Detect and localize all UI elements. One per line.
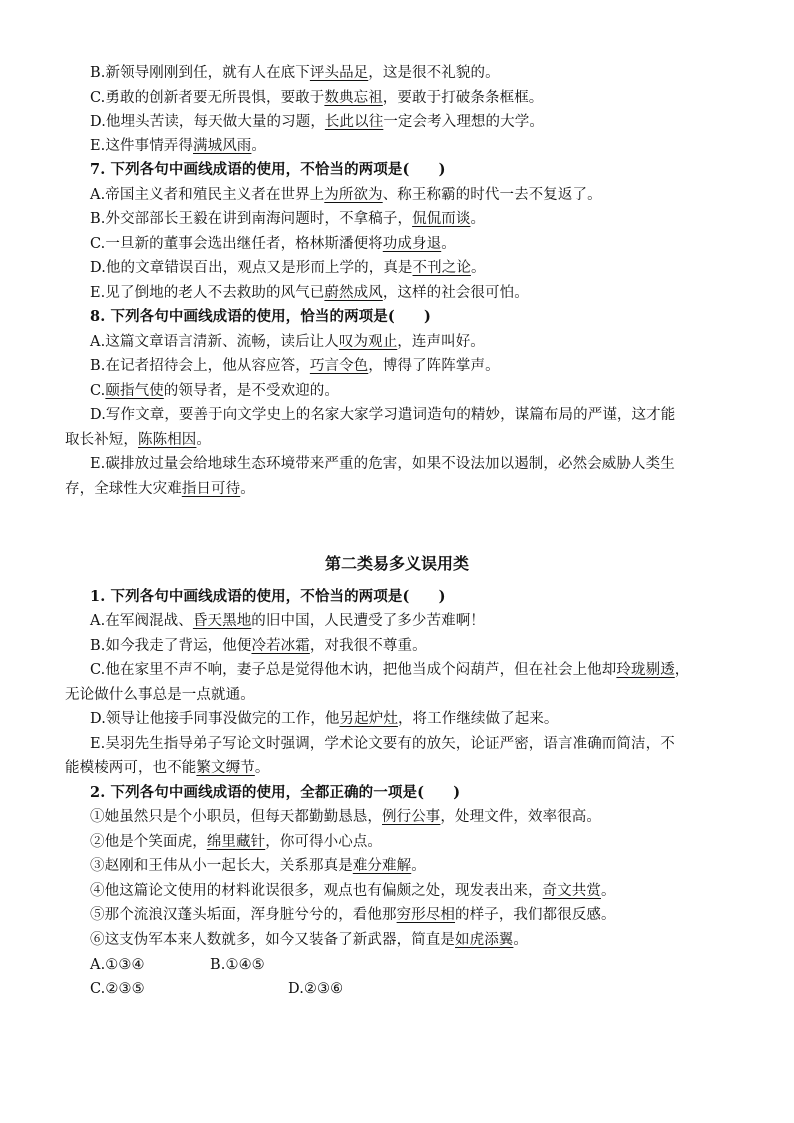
idiom-underline: 绵里藏针 bbox=[206, 834, 266, 850]
idiom-underline: 另起炉灶 bbox=[339, 711, 398, 727]
s2-q2-item-1: ①她虽然只是个小职员，但每天都勤勤恳恳，例行公事，处理文件，效率很高。 bbox=[90, 809, 602, 825]
idiom-underline: 玲珑剔透 bbox=[616, 662, 675, 678]
idiom-underline: 例行公事 bbox=[382, 809, 441, 825]
idiom-underline: 巧言令色 bbox=[309, 358, 369, 374]
idiom-underline: 数典忘祖 bbox=[324, 90, 383, 106]
s2-q2-choices-ab bbox=[90, 953, 740, 978]
s2-q1-option-c-line1: C.他在家里不声不响，妻子总是觉得他木讷，把他当成个闷葫芦，但在社会上他却玲珑剔透， bbox=[90, 662, 690, 678]
s2-q2-title: 2. 下列各句中画线成语的使用，全都正确的一项是( ) bbox=[90, 784, 461, 801]
s2-q1-title: 1. 下列各句中画线成语的使用，不恰当的两项是( ) bbox=[90, 588, 446, 605]
q7-option-c: C.一旦新的董事会选出继任者，格林斯潘便将功成身退。 bbox=[90, 236, 456, 252]
idiom-underline: 如虎添翼 bbox=[455, 932, 514, 948]
choice-c: C.②③⑤ bbox=[90, 981, 145, 997]
choice-b: B.①④⑤ bbox=[210, 957, 265, 973]
s2-q1-option-a: A.在军阀混战、昏天黑地的旧中国，人民遭受了多少苦难啊！ bbox=[90, 613, 485, 629]
q8-option-c: C.颐指气使的领导者，是不受欢迎的。 bbox=[90, 383, 339, 399]
s2-q1-option-e-line2: 能模棱两可，也不能繁文缛节。 bbox=[65, 760, 270, 776]
q8-option-e-line2: 存，全球性大灾难指日可待。 bbox=[65, 481, 255, 497]
s2-q2-item-6: ⑥这支伪军本来人数就多，如今又装备了新武器，简直是如虎添翼。 bbox=[90, 932, 529, 948]
idiom-underline: 评头品足 bbox=[309, 65, 369, 81]
s2-q2-item-4: ④他这篇论文使用的材料讹误很多，观点也有偏颇之处，现发表出来，奇文共赏。 bbox=[90, 883, 616, 899]
idiom-underline: 繁文缛节 bbox=[196, 760, 255, 776]
idiom-underline: 功成身退 bbox=[382, 236, 442, 252]
q6-option-c: C.勇敢的创新者要无所畏惧，要敢于数典忘祖，要敢于打破条条框框。 bbox=[90, 90, 544, 106]
idiom-underline: 长此以往 bbox=[324, 114, 384, 130]
idiom-underline: 陈陈相因 bbox=[138, 432, 197, 448]
idiom-underline: 冷若冰霜 bbox=[251, 638, 310, 654]
idiom-underline: 蔚然成风 bbox=[324, 285, 383, 301]
idiom-underline: 满城风雨 bbox=[193, 138, 252, 154]
idiom-underline: 颐指气使 bbox=[105, 383, 164, 399]
idiom-underline: 侃侃而谈 bbox=[412, 211, 471, 227]
q8-option-b: B.在记者招待会上，他从容应答，巧言令色，博得了阵阵掌声。 bbox=[90, 358, 500, 374]
q8-option-e-line1: E.碳排放过量会给地球生态环境带来严重的危害，如果不设法加以遏制，必然会威胁人类生 bbox=[90, 456, 675, 472]
q8-title: 8. 下列各句中画线成语的使用，恰当的两项是( ) bbox=[90, 308, 432, 325]
q7-title: 7. 下列各句中画线成语的使用，不恰当的两项是( ) bbox=[90, 161, 446, 178]
s2-q1-option-d: D.领导让他接手同事没做完的工作，他另起炉灶，将工作继续做了起来。 bbox=[90, 711, 559, 727]
idiom-underline: 指日可待 bbox=[181, 481, 241, 497]
q7-option-e: E.见了倒地的老人不去救助的风气已蔚然成风，这样的社会很可怕。 bbox=[90, 285, 529, 301]
choice-a: A.①③④ bbox=[90, 957, 145, 973]
idiom-underline: 昏天黑地 bbox=[192, 613, 252, 629]
s2-q1-option-b: B.如今我走了背运，他便冷若冰霜，对我很不尊重。 bbox=[90, 638, 427, 654]
q8-option-d-line2: 取长补短，陈陈相因。 bbox=[65, 432, 212, 448]
s2-q2-item-3: ③赵刚和王伟从小一起长大，关系那真是难分难解。 bbox=[90, 858, 426, 874]
q7-option-a: A.帝国主义者和殖民主义者在世界上为所欲为、称王称霸的时代一去不复返了。 bbox=[90, 187, 602, 203]
idiom-underline: 奇文共赏 bbox=[542, 883, 602, 899]
idiom-underline: 不刊之论 bbox=[412, 260, 471, 276]
s2-q2-item-5: ⑤那个流浪汉蓬头垢面，浑身脏兮兮的，看他那穷形尽相的样子，我们都很反感。 bbox=[90, 907, 616, 923]
q7-option-d: D.他的文章错误百出，观点又是形而上学的，真是不刊之论。 bbox=[90, 260, 486, 276]
section-heading: 第二类易多义误用类 bbox=[324, 554, 469, 573]
s2-q2-choices-cd bbox=[90, 977, 740, 1002]
q7-option-b: B.外交部部长王毅在讲到南海问题时，不拿稿子，侃侃而谈。 bbox=[90, 211, 486, 227]
q6-option-b: B.新领导刚刚到任，就有人在底下评头品足，这是很不礼貌的。 bbox=[90, 65, 500, 81]
q6-option-d: D.他埋头苦读，每天做大量的习题，长此以往一定会考入理想的大学。 bbox=[90, 114, 544, 130]
idiom-underline: 难分难解 bbox=[352, 858, 412, 874]
q8-option-d-line1: D.写作文章，要善于向文学史上的名家大家学习遣词造句的精妙，谋篇布局的严谨，这才能 bbox=[90, 407, 676, 423]
idiom-underline: 叹为观止 bbox=[338, 334, 398, 350]
choice-d: D.②③⑥ bbox=[288, 981, 344, 997]
q8-option-a: A.这篇文章语言清新、流畅，读后让人叹为观止，连声叫好。 bbox=[90, 334, 485, 350]
idiom-underline: 为所欲为 bbox=[324, 187, 383, 203]
s2-q2-item-2: ②他是个笑面虎，绵里藏针，你可得小心点。 bbox=[90, 834, 383, 850]
idiom-underline: 穷形尽相 bbox=[396, 907, 456, 923]
s2-q1-option-c-line2: 无论做什么事总是一点就通。 bbox=[65, 687, 255, 703]
s2-q1-option-e-line1: E.吴羽先生指导弟子写论文时强调，学术论文要有的放矢，论证严密，语言准确而简洁，不 bbox=[90, 736, 675, 752]
q6-option-e: E.这件事情弄得满城风雨。 bbox=[90, 138, 267, 154]
